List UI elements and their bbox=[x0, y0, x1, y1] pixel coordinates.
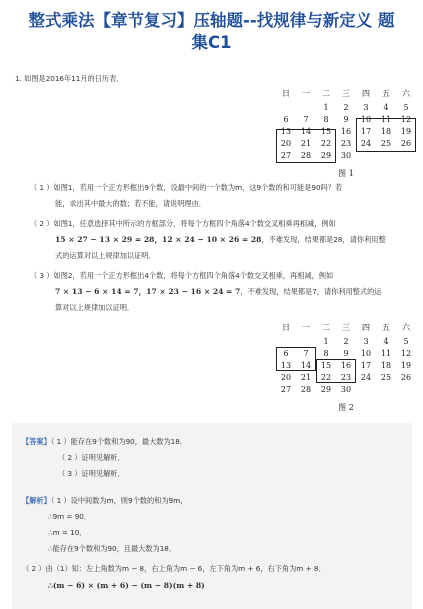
calendar-day: 15 bbox=[320, 127, 332, 136]
calendar-day: 17 bbox=[360, 361, 372, 370]
calendar-day: 2 bbox=[343, 103, 349, 112]
analysis-6 bbox=[48, 581, 205, 591]
calendar-day: 13 bbox=[280, 361, 292, 370]
calendar-day: 18 bbox=[380, 127, 392, 136]
analysis-6-expression: ∴(m − 6) × (m + 6) − (m − 8)(m + 8) bbox=[48, 581, 205, 590]
calendar-day: 6 bbox=[283, 115, 289, 124]
part-3-line-2 bbox=[55, 287, 381, 297]
answer-1: （ 1 ）能存在9个数和为90，最大数为18． bbox=[50, 437, 187, 446]
analysis-3: ∴m = 10． bbox=[48, 528, 87, 537]
calendar-day: 16 bbox=[340, 127, 352, 136]
weekday-header: 三 bbox=[342, 89, 350, 98]
calendar-day: 29 bbox=[320, 151, 332, 160]
calendar-day: 24 bbox=[360, 373, 372, 382]
analysis-4: ∴能存在9个数和为90，且最大数为18． bbox=[48, 544, 177, 553]
calendar-day: 10 bbox=[360, 349, 372, 358]
calendar-day: 6 bbox=[283, 349, 289, 358]
calendar-day: 16 bbox=[340, 361, 352, 370]
part-2-line-1: （ 2 ）如图1，任意选择其中所示的方框部分，将每个方框四个角落4个数交叉相乘再相减，例如 bbox=[30, 219, 336, 228]
calendar-day: 25 bbox=[380, 139, 392, 148]
weekday-header: 四 bbox=[362, 323, 370, 332]
calendar-day: 21 bbox=[300, 139, 312, 148]
analysis-1: （ 1 ）设中间数为m，则9个数的和为9m， bbox=[50, 496, 188, 505]
calendar-day: 15 bbox=[320, 361, 332, 370]
part-2-line-3: 式的运算对以上规律加以证明． bbox=[55, 251, 156, 260]
calendar-day: 12 bbox=[400, 349, 412, 358]
calendar-day: 24 bbox=[360, 139, 372, 148]
calendar-day: 14 bbox=[300, 127, 312, 136]
calendar-day: 1 bbox=[323, 103, 329, 112]
calendar-day: 27 bbox=[280, 151, 292, 160]
page-title bbox=[10, 10, 413, 54]
weekday-header: 五 bbox=[382, 89, 390, 98]
weekday-header: 五 bbox=[382, 323, 390, 332]
calendar-day: 4 bbox=[383, 103, 389, 112]
calendar-day: 11 bbox=[380, 349, 392, 358]
calendar-day: 10 bbox=[360, 115, 372, 124]
calendar-day: 5 bbox=[403, 103, 409, 112]
title-line-2: 集C1 bbox=[191, 33, 232, 52]
calendar-day: 5 bbox=[403, 337, 409, 346]
weekday-header: 六 bbox=[402, 89, 410, 98]
calendar-day: 17 bbox=[360, 127, 372, 136]
calendar-day: 30 bbox=[340, 385, 352, 394]
calendar-day: 19 bbox=[400, 361, 412, 370]
weekday-header: 六 bbox=[402, 323, 410, 332]
answer-panel bbox=[12, 423, 412, 609]
calendar-day: 7 bbox=[303, 349, 309, 358]
part-2-equations: 15 × 27 − 13 × 29 = 28，12 × 24 − 10 × 26 = 28 bbox=[55, 235, 262, 244]
calendar-day: 28 bbox=[300, 151, 312, 160]
calendar-day: 30 bbox=[340, 151, 352, 160]
calendar-day: 18 bbox=[380, 361, 392, 370]
calendar-day: 12 bbox=[400, 115, 412, 124]
weekday-header: 四 bbox=[362, 89, 370, 98]
calendar-day: 8 bbox=[323, 115, 329, 124]
calendar-day: 23 bbox=[340, 139, 352, 148]
calendar-day: 9 bbox=[343, 115, 349, 124]
weekday-header: 二 bbox=[322, 323, 330, 332]
weekday-header: 一 bbox=[302, 323, 310, 332]
calendar-day: 20 bbox=[280, 373, 292, 382]
analysis-2: ∴9m = 90． bbox=[48, 512, 92, 521]
part-2-line-2 bbox=[55, 235, 386, 245]
answer-2: （ 2 ）证明见解析． bbox=[58, 453, 125, 462]
answer-tag: 【答案】 bbox=[22, 437, 51, 446]
calendar-day: 9 bbox=[343, 349, 349, 358]
calendar-day: 7 bbox=[303, 115, 309, 124]
calendar-day: 22 bbox=[320, 373, 332, 382]
calendar-day: 8 bbox=[323, 349, 329, 358]
part-1-line-1: （ 1 ）如图1，若用一个正方形框出9个数，设最中间的一个数为m，这9个数的和可能是90吗？若 bbox=[30, 183, 343, 192]
weekday-header: 二 bbox=[322, 89, 330, 98]
calendar-figure-2 bbox=[276, 322, 416, 418]
calendar-day: 11 bbox=[380, 115, 392, 124]
calendar-day: 25 bbox=[380, 373, 392, 382]
weekday-header: 日 bbox=[282, 323, 290, 332]
calendar-day: 1 bbox=[323, 337, 329, 346]
question-intro: 1. 如图是2016年11月的日历表． bbox=[15, 74, 124, 83]
calendar-day: 4 bbox=[383, 337, 389, 346]
analysis-5: （ 2 ）由（1）知：左上角数为m − 8，右上角为m − 6，左下角为m + 6，右下角为m + 8． bbox=[22, 564, 326, 573]
calendar-day: 27 bbox=[280, 385, 292, 394]
calendar-day: 26 bbox=[400, 139, 412, 148]
calendar-day: 13 bbox=[280, 127, 292, 136]
calendar-day: 28 bbox=[300, 385, 312, 394]
answer-line-1 bbox=[22, 437, 187, 447]
calendar-day: 3 bbox=[363, 103, 369, 112]
calendar-figure-1 bbox=[276, 88, 416, 184]
weekday-header: 一 bbox=[302, 89, 310, 98]
figure-caption: 图 2 bbox=[338, 403, 354, 412]
part-3-line-3: 算对以上规律加以证明． bbox=[55, 303, 135, 312]
calendar-day: 26 bbox=[400, 373, 412, 382]
calendar-day: 22 bbox=[320, 139, 332, 148]
weekday-header: 日 bbox=[282, 89, 290, 98]
part-1-line-2: 能，求出其中最大的数；若不能，请说明理由． bbox=[55, 199, 206, 208]
calendar-day: 19 bbox=[400, 127, 412, 136]
part-3-equations: 7 × 13 − 6 × 14 = 7，17 × 23 − 16 × 24 = 7 bbox=[55, 287, 241, 296]
title-line-1: 整式乘法【章节复习】压轴题--找规律与新定义 题 bbox=[28, 11, 395, 30]
part-3-tail: ，不难发现，结果都是7，请你利用整式的运 bbox=[240, 287, 382, 296]
weekday-header: 三 bbox=[342, 323, 350, 332]
calendar-day: 14 bbox=[300, 361, 312, 370]
calendar-day: 29 bbox=[320, 385, 332, 394]
calendar-day: 3 bbox=[363, 337, 369, 346]
answer-3: （ 3 ）证明见解析． bbox=[58, 469, 125, 478]
part-3-line-1: （ 3 ）如图2，若用一个正方形框出4个数，将每个方框四个角落4个数交叉相乘，再相减，例如 bbox=[30, 271, 334, 280]
calendar-day: 23 bbox=[340, 373, 352, 382]
calendar-day: 21 bbox=[300, 373, 312, 382]
analysis-line-1 bbox=[22, 496, 187, 506]
analysis-tag: 【解析】 bbox=[22, 496, 51, 505]
part-2-tail: ，不难发现，结果都是28，请你利用整 bbox=[261, 235, 386, 244]
calendar-day: 20 bbox=[280, 139, 292, 148]
figure-caption: 图 1 bbox=[338, 169, 354, 178]
calendar-day: 2 bbox=[343, 337, 349, 346]
